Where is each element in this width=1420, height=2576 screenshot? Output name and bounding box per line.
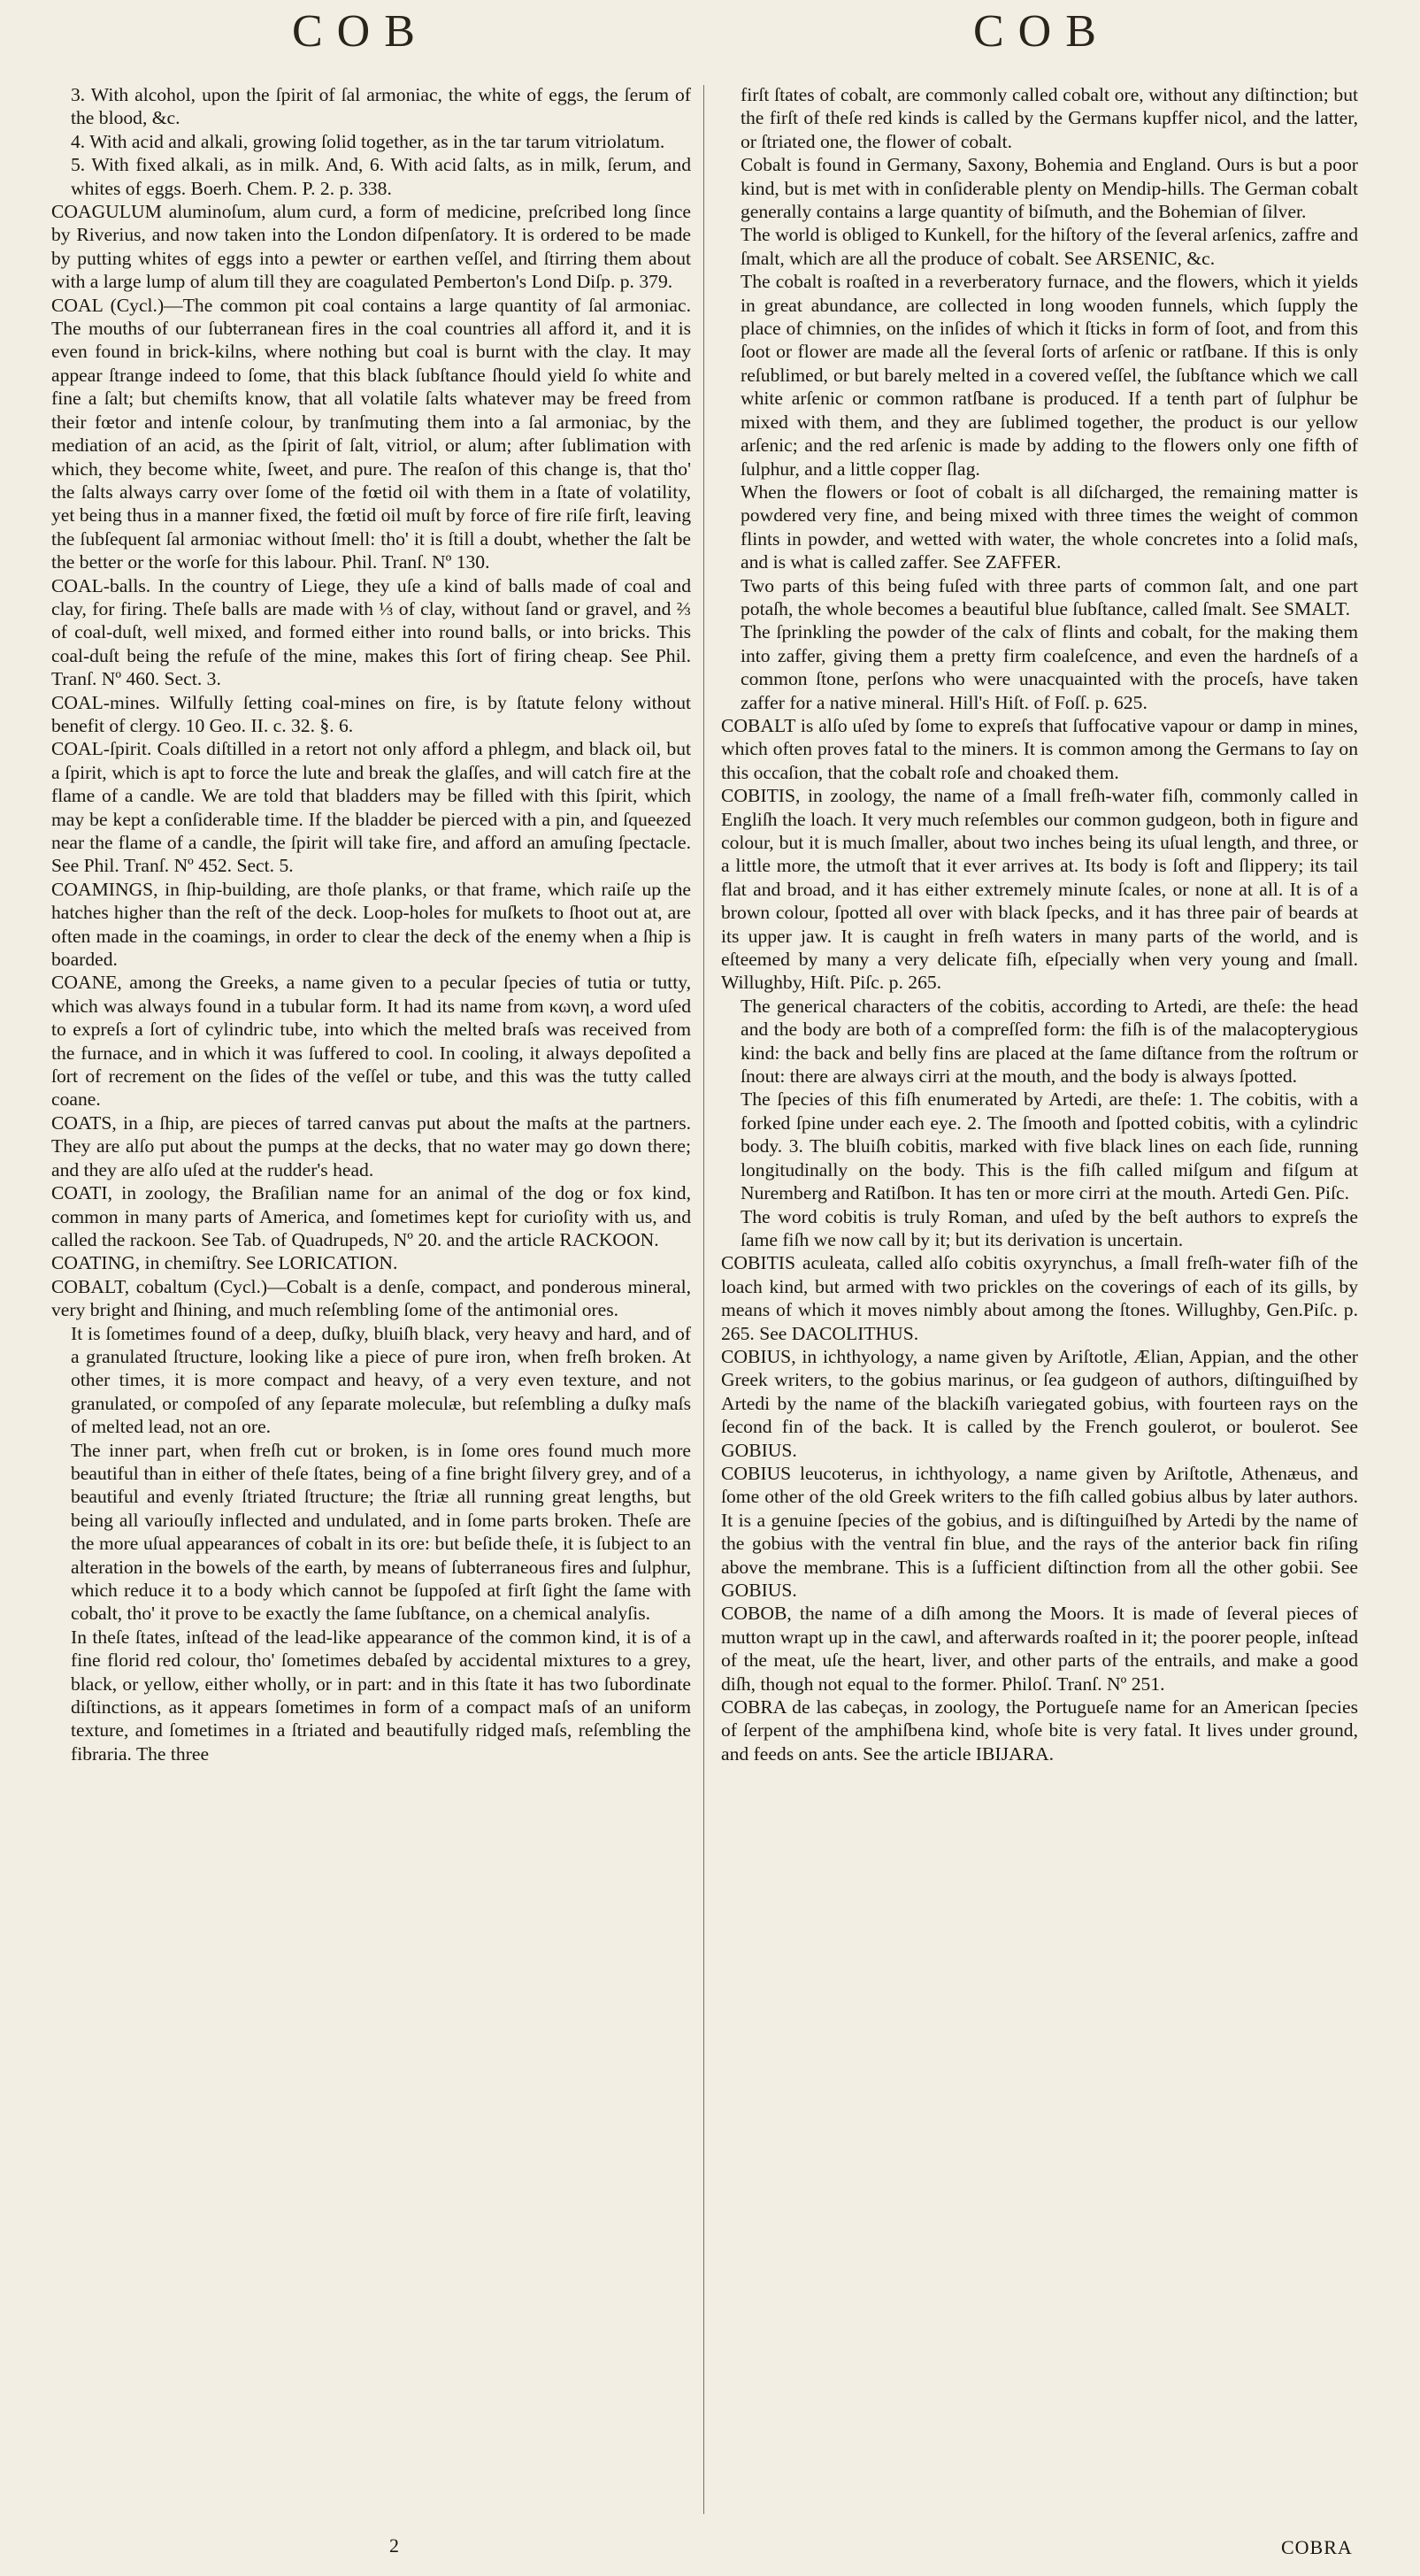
dictionary-entry: COBOB, the name of a diſh among the Moors. It is made of ſeveral pieces of mutton wrapt up in the cawl, and afterwards roaſted in it; the poorer people, inſtead of the meat, uſe the heart, liver, and other parts of the entrails, and make a good diſh, though not equal to the former. Philoſ. Tranſ. Nº 251. xyxy=(721,1603,1358,1695)
page-number: 2 xyxy=(389,2534,399,2557)
dictionary-entry: COBALT is alſo uſed by ſome to expreſs that ſuffocative vapour or damp in mines, which often proves fatal to the miners. It is common among the Germans to ſay on this occaſion, that the cobalt roſe and choaked them. xyxy=(721,714,1358,783)
dictionary-entry: COAL-mines. Wilfully ſetting coal-mines on fire, is by ſtatute felony without benefit of clergy. 10 Geo. II. c. 32. §. 6. xyxy=(51,691,691,736)
dictionary-entry: COBRA de las cabeças, in zoology, the Portugueſe name for an American ſpecies of ſerpent of the amphiſbena kind, whoſe bite is very fatal. It lives under ground, and feeds on ants. See the article IBIJARA. xyxy=(721,1696,1358,1765)
dictionary-entry: The cobalt is roaſted in a reverberatory furnace, and the flowers, which it yields in great abundance, are collected in long wooden funnels, which ſupply the place of chimnies, on the inſides of which it ſticks in form of ſoot, and from this ſoot or flower are made all the ſeveral ſorts of arſenic or ratſbane. If this is only reſublimed, or but barely melted in a covered veſſel, the ſubſtance which we call white arſenic or common ratſbane is produced. If a tenth part of ſulphur be mixed with them, and they are ſublimed together, the product is our yellow arſenic; and the red arſenic is made by adding to the flowers only one fifth of ſulphur, and a little copper ſlag. xyxy=(741,271,1358,480)
dictionary-entry: COBITIS, in zoology, the name of a ſmall freſh-water fiſh, commonly called in Engliſh the loach. It very much reſembles our common gudgeon, both in figure and colour, but it is much ſmaller, about two inches being its uſual length, and three, or a little more, the utmoſt that it ever arrives at. Its body is ſoft and ſlippery; its tail flat and broad, and it has either extremely minute ſcales, or none at all. It is of a brown colour, ſpotted all over with black ſpecks, and it has three pair of beards at its upper jaw. It is caught in freſh waters in many parts of the world, and is eſteemed by many a very delicate fiſh, eſpecially when very young and ſmall. Willughby, Hiſt. Piſc. p. 265. xyxy=(721,785,1358,994)
dictionary-entry: In theſe ſtates, inſtead of the lead-like appearance of the common kind, it is of a fine florid red colour, tho' ſometimes debaſed by accidental mixtures to a grey, black, or yellow, either wholly, or in part: and in this ſtate it has two ſubordinate diſtinctions, as it appears ſometimes in form of a compact maſs of an uniform texture, and ſometimes in a ſtriated and beautifully ridged maſs, reſembling the fibraria. The three xyxy=(71,1626,691,1765)
dictionary-entry: The inner part, when freſh cut or broken, is in ſome ores found much more beautiful than in either of theſe ſtates, being of a fine bright ſilvery grey, and of a beautiful and evenly ſtriated ſtructure; the ſtriæ all running great lengths, but being all variouſly inflected and undulated, and in ſome parts broken. Theſe are the more uſual appearances of cobalt in its ore: but beſide theſe, it is ſubject to an alteration in the bowels of the earth, by means of ſubterraneous fires and ſulphur, which reduce it to a body which cannot be ſuppoſed at firſt ſight the ſame with cobalt, tho' it prove to be exactly the ſame ſubſtance, on a chemical analyſis. xyxy=(71,1439,691,1625)
dictionary-entry: COAL-balls. In the country of Liege, they uſe a kind of balls made of coal and clay, for firing. Theſe balls are made with ⅓ of clay, without ſand or gravel, and ⅔ of coal-duſt, well mixed, and formed either into round balls, or into bricks. This coal-duſt being the refuſe of the mine, makes this ſort of firing cheap. See Phil. Tranſ. Nº 460. Sect. 3. xyxy=(51,574,691,690)
dictionary-entry: 5. With fixed alkali, as in milk. And, 6. With acid ſalts, as in milk, ſerum, and whites of eggs. Boerh. Chem. P. 2. p. 338. xyxy=(71,154,691,199)
column-divider xyxy=(703,85,704,2514)
dictionary-entry: The world is obliged to Kunkell, for the hiſtory of the ſeveral arſenics, zaffre and ſmalt, which are all the produce of cobalt. See ARSENIC, &c. xyxy=(741,224,1358,269)
dictionary-entry: COAL (Cycl.)—The common pit coal contains a large quantity of ſal armoniac. The mouths of our ſubterranean fires in the coal countries all afford it, and it is even found in brick-kilns, where nothing but coal is burnt with the clay. It may appear ſtrange indeed to ſome, that this black ſubſtance ſhould yield ſo white and fine a ſalt; but chemiſts know, that all volatile ſalts whatever may be freed from their fœtor and intenſe colour, by tranſmuting them into a ſal armoniac, by the mediation of an acid, as the ſpirit of ſalt, vitriol, or alum; after ſublimation with which, they become white, ſweet, and pure. The reaſon of this change is, that tho' the ſalts always carry over ſome of the fœtid oil with them in a ſtate of volatility, yet being thus in a manner fixed, the fœtid oil muſt by force of fire riſe firſt, leaving the ſubſequent ſal armoniac without ſmell: tho' it is ſtill a doubt, whether the ſalt be the better or the worſe for this labour. Phil. Tranſ. Nº 130. xyxy=(51,294,691,573)
dictionary-entry: COBITIS aculeata, called alſo cobitis oxyrynchus, a ſmall freſh-water fiſh of the loach kind, but armed with two prickles on the coverings of each of its gills, by means of which it moves nimbly about among the ſtones. Willughby, Gen.Piſc. p. 265. See DACOLITHUS. xyxy=(721,1252,1358,1344)
dictionary-entry: The word cobitis is truly Roman, and uſed by the beſt authors to expreſs the ſame fiſh we now call by it; but its derivation is uncertain. xyxy=(741,1205,1358,1250)
dictionary-entry: The generical characters of the cobitis, according to Artedi, are theſe: the head and the body are both of a compreſſed form: the fiſh is of the malacopterygious kind: the back and belly fins are placed at the ſame diſtance from the roſtrum or ſnout: there are always cirri at the mouth, and the body is always ſpotted. xyxy=(741,995,1358,1088)
dictionary-entry: COATS, in a ſhip, are pieces of tarred canvas put about the maſts at the partners. They are alſo put about the pumps at the decks, that no water may go down there; and they are alſo uſed at the rudder's head. xyxy=(51,1111,691,1180)
left-running-headword: COB xyxy=(292,6,429,57)
right-column xyxy=(721,83,1358,1765)
dictionary-entry: COATING, in chemiſtry. See LORICATION. xyxy=(51,1252,398,1274)
dictionary-entry: Two parts of this being fuſed with three parts of common ſalt, and one part potaſh, the whole becomes a beautiful blue ſubſtance, called ſmalt. See SMALT. xyxy=(741,574,1358,619)
left-column xyxy=(51,83,691,1765)
dictionary-entry: COBALT, cobaltum (Cycl.)—Cobalt is a denſe, compact, and ponderous mineral, very bright and ſhining, and much reſembling ſome of the antimonial ores. xyxy=(51,1275,691,1321)
dictionary-entry: COAL-ſpirit. Coals diſtilled in a retort not only afford a phlegm, and black oil, but a ſpirit, which is apt to force the lute and break the glaſſes, and will catch fire at the flame of a candle. We are told that bladders may be filled with this ſpirit, which may be kept a conſiderable time. If the bladder be pierced with a pin, and ſqueezed near the flame of a candle, the ſpirit will take fire, and afford an amuſing ſpectacle. See Phil. Tranſ. Nº 452. Sect. 5. xyxy=(51,738,691,877)
catchword: COBRA xyxy=(1281,2536,1353,2558)
right-running-headword: COB xyxy=(973,6,1110,57)
dictionary-entry: COATI, in zoology, the Braſilian name for an animal of the dog or fox kind, common in many parts of America, and ſometimes kept for curioſity with us, and called the rackoon. See Tab. of Quadrupeds, Nº 20. and the article RACKOON. xyxy=(51,1182,691,1250)
dictionary-entry: COAGULUM aluminoſum, alum curd, a form of medicine, preſcribed long ſince by Riverius, and now taken into the London diſpenſatory. It is ordered to be made by putting whites of eggs into a pewter or earthen veſſel, and ſtirring them about with a large lump of alum till they are coagulated Pemberton's Lond Diſp. p. 379. xyxy=(51,201,691,293)
dictionary-entry: Cobalt is found in Germany, Saxony, Bohemia and England. Ours is but a poor kind, but is met with in conſiderable plenty on Mendip-hills. The German cobalt generally contains a large quantity of biſmuth, and the Bohemian of ſilver. xyxy=(741,154,1358,223)
dictionary-entry: COBIUS leucoterus, in ichthyology, a name given by Ariſtotle, Athenæus, and ſome other of the old Greek writers to the fiſh called gobius albus by later authors. It is a genuine ſpecies of the gobius, and is diſtinguiſhed by Artedi by the name of the gobius with the ventral fin blue, and the rays of the anterior back fin riſing above the membrane. This is a ſufficient diſtinction from all the other gobii. See GOBIUS. xyxy=(721,1462,1358,1601)
running-head xyxy=(0,5,1420,67)
dictionary-entry: firſt ſtates of cobalt, are commonly called cobalt ore, without any diſtinction; but the firſt of theſe red kinds is called by the Germans kupffer nicol, and the latter, or ſtriated one, the flower of cobalt. xyxy=(741,84,1358,152)
dictionary-entry: 3. With alcohol, upon the ſpirit of ſal armoniac, the white of eggs, the ſerum of the blood, &c. xyxy=(71,84,691,129)
dictionary-entry: 4. With acid and alkali, growing ſolid together, as in the tar tarum vitriolatum. xyxy=(71,130,665,152)
dictionary-entry: The ſprinkling the powder of the calx of flints and cobalt, for the making them into zaffer, giving them a pretty firm coaleſcence, and even the hardneſs of a common ſtone, perſons who were unacquainted with the proceſs, have taken zaffer for a native mineral. Hill's Hiſt. of Foſſ. p. 625. xyxy=(741,621,1358,713)
dictionary-entry: It is ſometimes found of a deep, duſky, bluiſh black, very heavy and hard, and of a granulated ſtructure, looking like a piece of pure iron, when freſh broken. At other times, it is more compact and heavy, of a very even texture, and not granulated, or compoſed of any ſeparate moleculæ, but reſembling a duſky maſs of melted lead, not an ore. xyxy=(71,1322,691,1438)
dictionary-entry: When the flowers or ſoot of cobalt is all diſcharged, the remaining matter is powdered very fine, and being mixed with three times the weight of common flints in powder, and wetted with water, the whole concretes into a ſolid maſs, and is what is called zaffer. See ZAFFER. xyxy=(741,481,1358,573)
dictionary-entry: COANE, among the Greeks, a name given to a pecular ſpecies of tutia or tutty, which was always found in a tubular form. It had its name from κωνη, a word uſed to expreſs a ſort of cylindric tube, into which the melted braſs was received from the furnace, and in which it was ſuffered to cool. In cooling, it always depoſited a ſort of recrement on the ſides of the veſſel or tube, and this was the tutty called coane. xyxy=(51,972,691,1111)
dictionary-entry: COAMINGS, in ſhip-building, are thoſe planks, or that frame, which raiſe up the hatches higher than the reſt of the deck. Loop-holes for muſkets to ſhoot out at, are often made in the coamings, in order to clear the deck of the enemy when a ſhip is boarded. xyxy=(51,878,691,971)
dictionary-entry: COBIUS, in ichthyology, a name given by Ariſtotle, Ælian, Appian, and the other Greek writers, to the gobius marinus, or ſea gudgeon of authors, diſtinguiſhed by Artedi by the name of the blackiſh variegated gobius, with fourteen rays on the ſecond fin of the back. It is called by the French goulerot, or boulerot. See GOBIUS. xyxy=(721,1345,1358,1461)
dictionary-entry: The ſpecies of this fiſh enumerated by Artedi, are theſe: 1. The cobitis, with a forked ſpine under each eye. 2. The ſmooth and ſpotted cobitis, with a cylindric body. 3. The bluiſh cobitis, marked with five black lines on each ſide, running longitudinally on the body. This is the fiſh called miſgum and fiſgum at Nuremberg and Ratiſbon. It has ten or more cirri at the mouth. Artedi Gen. Piſc. xyxy=(741,1088,1358,1204)
